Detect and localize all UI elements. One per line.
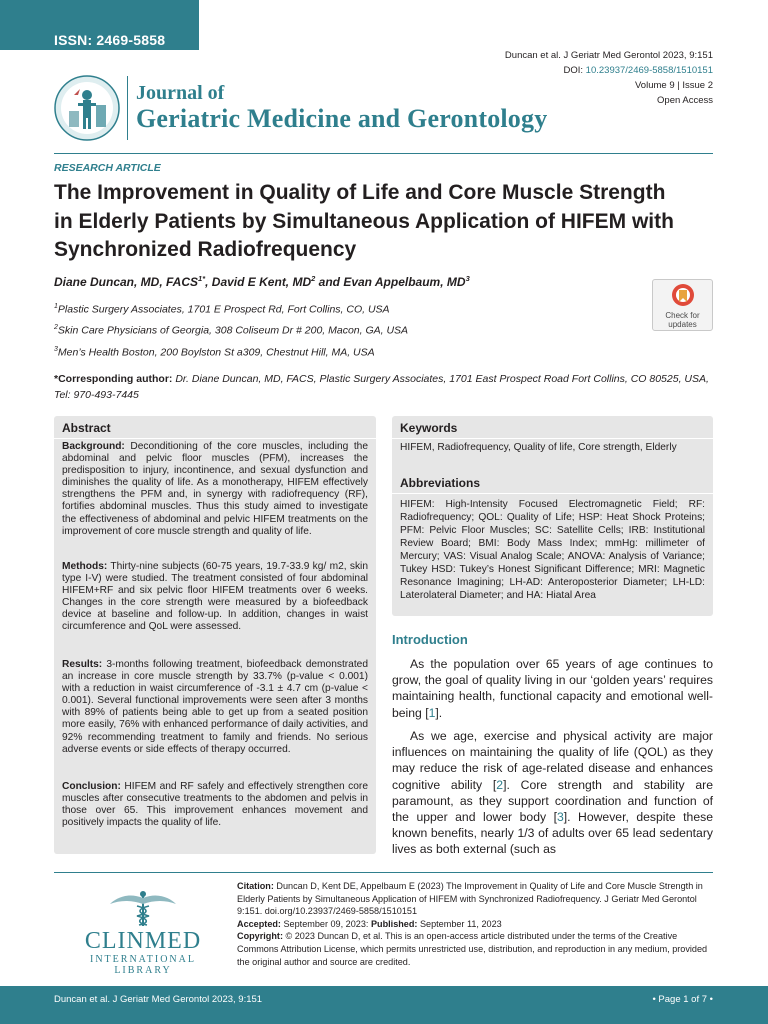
doi-label: DOI: (563, 65, 584, 76)
publisher-logo (62, 890, 224, 976)
abbreviations-divider (392, 493, 713, 494)
footer-divider (54, 872, 713, 873)
author-list (54, 274, 470, 289)
journal-of-label: Journal of (136, 82, 225, 104)
citation-short: Duncan et al. J Geriatr Med Gerontol 2023, 9:151 (504, 50, 713, 61)
bookmark-icon (671, 283, 695, 309)
caduceus-icon (106, 890, 180, 928)
introduction-paragraph (392, 728, 713, 858)
doi-link[interactable]: 10.23937/2469-5858/1510151 (585, 65, 713, 76)
affiliation (54, 346, 375, 359)
abstract-conclusion (62, 781, 368, 829)
abbreviations-heading: Abbreviations (400, 476, 481, 490)
corresponding-author (54, 372, 714, 403)
footer-citation: Duncan et al. J Geriatr Med Gerontol 2023, 9:151 (54, 994, 263, 1005)
introduction-heading: Introduction (392, 632, 468, 647)
title-line: The Improvement in Quality of Life and Core Muscle Strength (54, 181, 666, 204)
copyright (237, 930, 713, 968)
author-name: , David E Kent, MD (205, 275, 312, 289)
reference-link[interactable]: 1 (428, 705, 436, 720)
reference-link[interactable]: 2 (496, 777, 504, 792)
keywords-divider (392, 438, 713, 439)
paragraph-text: As we age, exercise and physical activity are major influences on maintaining the quality of life (QOL) as they may reduce the risk of age-related disease and enhances cognitive ability [ (392, 729, 713, 792)
affiliation-marker: 3 (54, 346, 58, 353)
section-label: Results: (62, 659, 103, 670)
article-title (54, 179, 724, 265)
footer-bar (0, 986, 768, 1024)
journal-name: Geriatric Medicine and Gerontology (136, 104, 548, 133)
section-text: Thirty-nine subjects (60-75 years, 19.7-33.9 kg/ m2, skin type I-V) were studied. The treatment consisted of four abdominal HIFEM+RF and six pelvic floor HIFEM treatments over 6 weeks. Changes in the core strength were measured by a biofeedback device at baseline and follow-up. In addition, changes in waist circumference and QoL were assessed. (62, 561, 368, 633)
keywords-box (392, 416, 713, 616)
introduction-paragraph (392, 656, 713, 721)
keywords-text: HIFEM, Radiofrequency, Quality of life, Core strength, Elderly (400, 442, 677, 453)
issn-label: ISSN: 2469-5858 (54, 32, 166, 48)
paragraph-text: As the population over 65 years of age continues to grow, the goal of quality living in our ‘golden years’ requires maintaining health, functional capacity and emotional well-being [ (392, 657, 713, 720)
check-updates-label (653, 311, 712, 329)
author-name: and Evan Appelbaum, MD (315, 275, 466, 289)
copyright-text: © 2023 Duncan D, et al. This is an open-access article distributed under the terms of the Creative Commons Attribution License, which permits unrestricted use, distribution, and reproduction in any medium, provided the original author and source are credited. (237, 931, 708, 967)
affiliation (54, 324, 408, 337)
title-line: Synchronized Radiofrequency (54, 238, 357, 261)
keywords-heading: Keywords (400, 421, 458, 435)
citation-block (237, 880, 713, 968)
affiliation-text: Skin Care Physicians of Georgia, 308 Coliseum Dr # 200, Macon, GA, USA (57, 324, 409, 337)
section-label: Background: (62, 441, 125, 452)
paragraph-text: ]. (435, 705, 443, 720)
section-label: Methods: (62, 561, 108, 572)
accepted-label: Accepted: (237, 918, 281, 929)
published-date: September 11, 2023 (417, 918, 502, 929)
affiliation-marker: 1 (54, 303, 58, 310)
check-for-updates-button[interactable] (652, 279, 713, 331)
abstract-divider (54, 438, 376, 439)
abstract-results (62, 659, 368, 756)
dates (237, 918, 713, 931)
logo-divider (127, 76, 128, 140)
header-divider (54, 153, 713, 154)
copyright-label: Copyright: (237, 931, 283, 942)
affiliation-text: Plastic Surgery Associates, 1701 E Prospect Rd, Fort Collins, CO, USA (57, 303, 390, 316)
paragraph-text: ]. However, despite these known benefits, nearly 1/3 of adults over 65 lead sedentary lives as both external (such as (392, 810, 713, 857)
corresponding-author-details: Dr. Diane Duncan, MD, FACS, Plastic Surgery Associates, 1701 East Prospect Road Fort Collins, CO 80525, USA, Tel: 970-493-7445 (54, 373, 709, 401)
page-indicator: • Page 1 of 7 • (652, 994, 713, 1005)
volume-issue: Volume 9 | Issue 2 (635, 80, 713, 91)
check-updates-line: updates (668, 320, 697, 329)
open-access-label: Open Access (657, 95, 713, 106)
affiliation-marker: 2 (54, 324, 58, 331)
article-meta (505, 48, 713, 108)
abstract-methods (62, 561, 368, 634)
abbreviations-text: HIFEM: High-Intensity Focused Electromagnetic Field; RF: Radiofrequency; QOL: Quality of Life; HSP: Heat Shock Proteins; PFM: Pelvic Floor Muscles; SC: Satellite Cells; IRB: Institutional Review Board; BMI: Body Mass Index; mmHg: millimeter of Mercury; VAS: Visual Analog Scale; ANOVA: Analysis of Variance; Tukey HSD: Tukey’s Honest Significant Difference; MRI: Magnetic Resonance Imagining; LH-AD: Anteroposterior Diameter; LH-LD: Laterolateral Diameter; and HA: Hiatal Area (400, 499, 705, 601)
abstract-box (54, 416, 376, 854)
journal-logo-icon (54, 75, 120, 141)
reference-link[interactable]: 3 (556, 810, 564, 825)
author-affiliation-marker: 3 (465, 274, 470, 283)
title-line: in Elderly Patients by Simultaneous Application of HIFEM with (54, 209, 674, 233)
corresponding-author-label: *Corresponding author: (54, 373, 173, 385)
section-text: Deconditioning of the core muscles, including the abdominal and pelvic floor muscles (PFM), increases the predisposition to injury, incontinence, and sexual dysfunction and diminishes the quality of life. As a monotherapy, HIFEM effectively strengthens the PFM and, in synergy with radiofrequency (RF), fortifies abdominal muscles. Thus this study aimed to investigate the effectiveness of abdominal and pelvic HIFEM treatments on the improvement of core muscle strength and quality of life. (62, 441, 368, 537)
citation-text: Duncan D, Kent DE, Appelbaum E (2023) The Improvement in Quality of Life and Core Muscle Strength in Elderly Patients by Simultaneous Application of HIFEM with Synchronized Radiofrequency. J Geriatr Med Gerontol 9:151. doi.org/10.23937/2469-5858/1510151 (237, 881, 703, 917)
section-label: Conclusion: (62, 781, 121, 792)
paragraph-text: ]. Core strength and stability are paramount, as they support coordination and function of the upper and lower body [ (392, 777, 713, 825)
author-name: Diane Duncan, MD, FACS (54, 275, 199, 289)
citation (237, 880, 713, 918)
section-text: HIFEM and RF safely and effectively strengthen core muscles after consecutive treatments to the abdomen and pelvis in those over 65. This improvement enhances movement and positively impacts the quality of life. (62, 781, 368, 829)
author-affiliation-marker: 1* (198, 274, 206, 283)
doi-line (505, 63, 713, 78)
publisher-subtitle: INTERNATIONAL LIBRARY (90, 954, 196, 976)
abstract-heading: Abstract (62, 421, 111, 435)
published-label: Published: (370, 918, 418, 929)
publisher-name: CLINMED (84, 928, 202, 954)
check-updates-line: Check for (665, 311, 700, 320)
author-affiliation-marker: 2 (311, 274, 316, 283)
section-text: 3-months following treatment, biofeedback demonstrated an increase in core muscle strength by 33.7% (p-value < 0.001) with a reduction in waist circumference of -3.1 ± 4.7 cm (p-value < 0.001). Several functional improvements were seen after 3 months with 89% of patients being able to get up from a seated position more easily, 76% with enhanced performance of daily activities, and 92% recommending treatment to family and friends. No serious adverse events or side effects of therapy occurred. (62, 659, 368, 755)
affiliation-text: Men’s Health Boston, 200 Boylston St a309, Chestnut Hill, MA, USA (57, 346, 375, 359)
article-type: RESEARCH ARTICLE (54, 162, 161, 174)
abstract-background (62, 441, 368, 538)
affiliation (54, 303, 390, 316)
accepted-date: September 09, 2023: (280, 918, 371, 929)
citation-label: Citation: (237, 881, 274, 891)
